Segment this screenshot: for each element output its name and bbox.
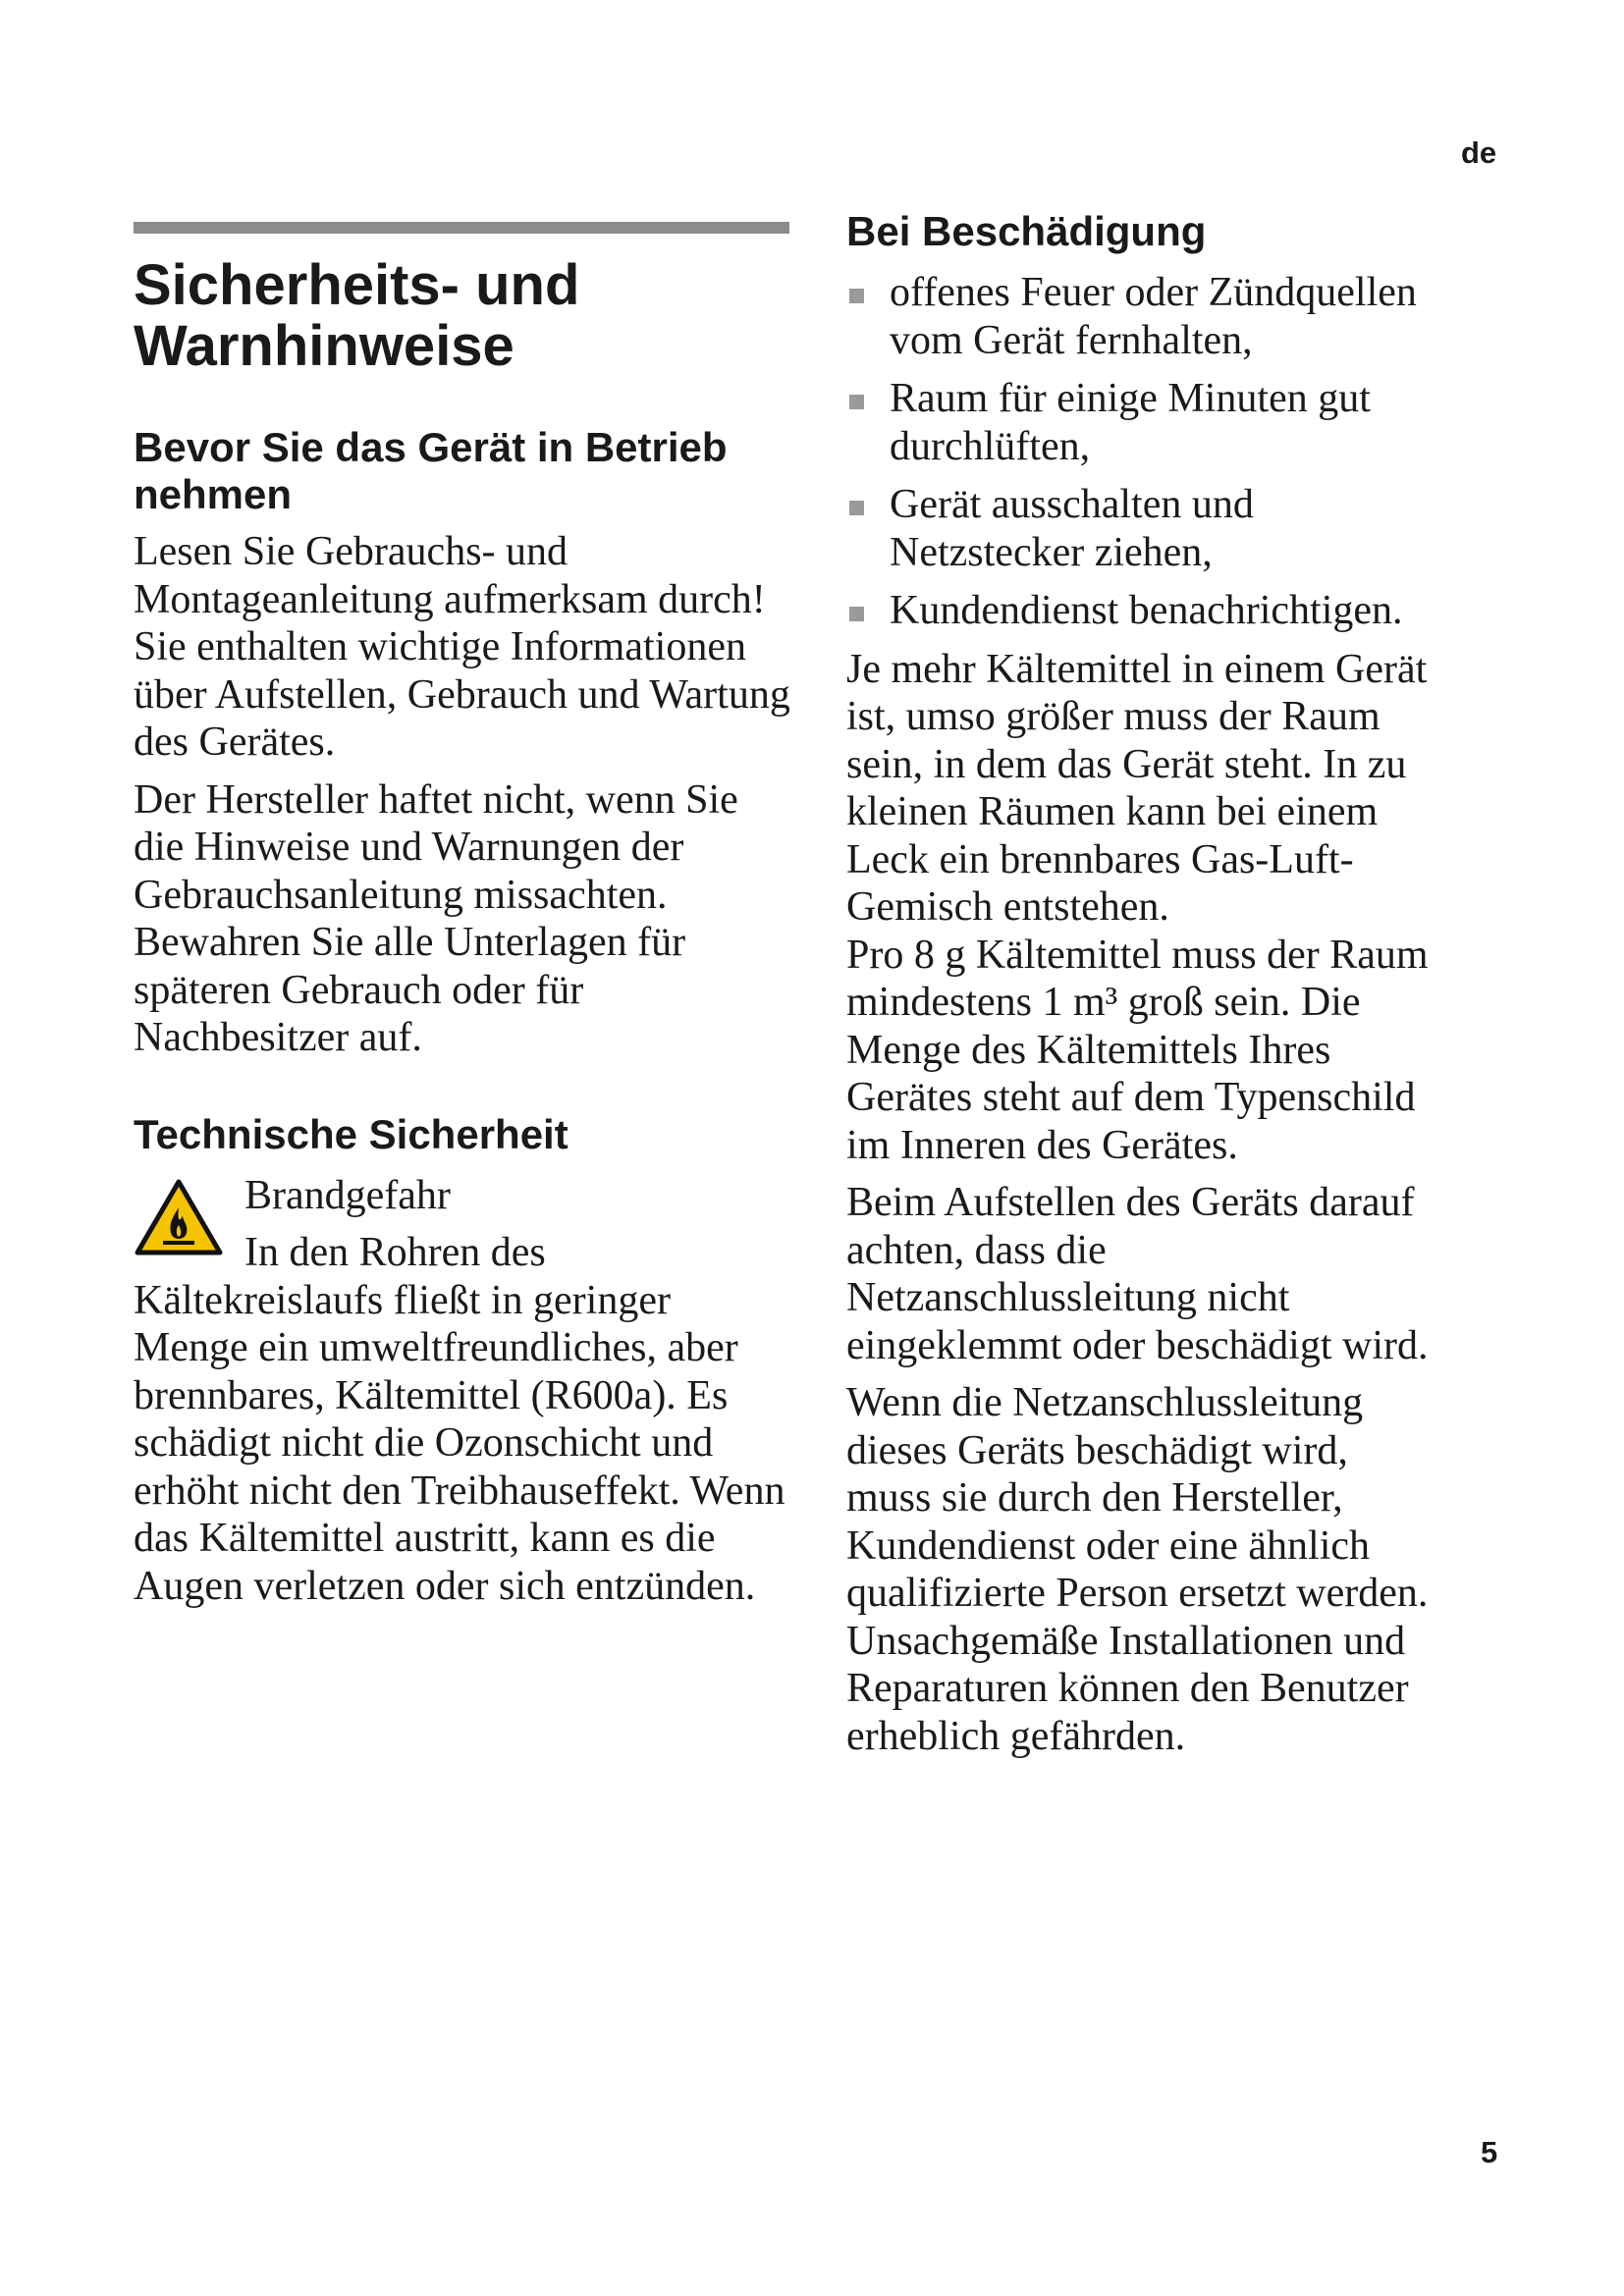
fire-warning-block — [134, 1172, 791, 1611]
page-title: Sicherheits- und Warnhinweise — [134, 253, 580, 378]
section-heading-before-use: Bevor Sie das Gerät in Betrieb nehmen — [134, 424, 728, 517]
section-heading-damage: Bei Beschädigung — [846, 208, 1207, 254]
section-heading-technical-safety: Technische Sicherheit — [134, 1110, 568, 1157]
language-code: de — [1461, 135, 1497, 170]
bullet-square-icon — [849, 501, 864, 515]
list-item: offenes Feuer oder Zündquellen vom Gerät fernhalten, — [846, 269, 1435, 364]
list-item: Raum für einige Minuten gut durchlüften, — [846, 375, 1435, 470]
list-item: Kundendienst benachrichtigen. — [846, 587, 1435, 635]
section-rule — [134, 222, 789, 234]
paragraph-power-cable-placement: Beim Aufstellen des Geräts darauf achten, dass die Netzanschlussleitung nicht eingeklemmt oder beschädigt wird. — [846, 1180, 1429, 1368]
left-column — [134, 222, 791, 1610]
paragraph-refrigerant-ratio: Pro 8 g Kältemittel muss der Raum mindestens 1 m³ groß sein. Die Menge des Kältemittels Ihres Gerätes steht auf dem Typenschild im Inneren des Gerätes. — [846, 932, 1429, 1168]
paragraph-manufacturer-liability: Der Hersteller haftet nicht, wenn Sie die Hinweise und Warnungen der Gebrauchsanleitung missachten. Bewahren Sie alle Unterlagen für späteren Gebrauch oder für Nachbesitzer auf. — [134, 776, 738, 1060]
warning-text-lead: In den Rohren des — [244, 1230, 546, 1275]
right-column — [846, 208, 1435, 1760]
fire-warning-icon — [134, 1178, 224, 1256]
paragraph-read-instructions: Lesen Sie Gebrauchs- und Montageanleitung aufmerksam durch! Sie enthalten wichtige Informationen über Aufstellen, Gebrauch und Wartung des Gerätes. — [134, 529, 790, 765]
list-item: Gerät ausschalten und Netzstecker ziehen, — [846, 481, 1435, 576]
warning-text: Kältekreislaufs fließt in geringer Menge ein umweltfreundliches, aber brennbares, Kältemittel (R600a). Es schädigt nicht die Ozonschicht und erhöht nicht den Treibhauseffekt. Wenn das Kältemittel austritt, kann es die Augen verletzen oder sich entzünden. — [134, 1277, 785, 1609]
page-number: 5 — [1481, 2135, 1498, 2169]
bullet-square-icon — [849, 289, 864, 303]
bullet-square-icon — [849, 395, 864, 409]
warning-label: Brandgefahr — [244, 1172, 451, 1218]
paragraph-power-cable-damage: Wenn die Netzanschlussleitung dieses Geräts beschädigt wird, muss sie durch den Hersteller, Kundendienst oder eine ähnlich qualifizierte Person ersetzt werden. Unsachgemäße Installationen und Reparaturen können den Benutzer erheblich gefährden. — [846, 1380, 1429, 1759]
damage-steps-list — [846, 269, 1435, 635]
paragraph-refrigerant-room-size: Je mehr Kältemittel in einem Gerät ist, umso größer muss der Raum sein, in dem das Gerät steht. In zu kleinen Räumen kann bei einem Leck ein brennbares Gas-Luft-Gemisch entstehen. — [846, 646, 1428, 930]
bullet-square-icon — [849, 607, 864, 621]
